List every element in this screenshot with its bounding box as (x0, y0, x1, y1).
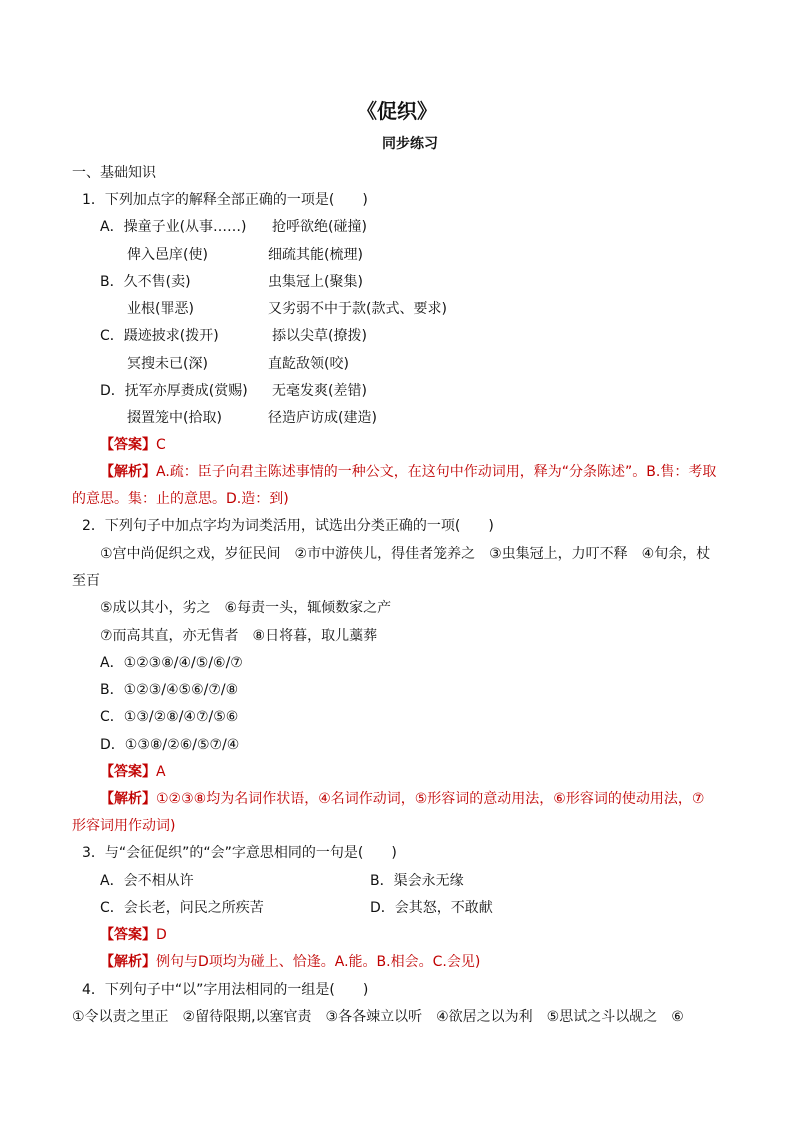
q2-sentences-1b: 至百 (72, 573, 100, 589)
q2-option-a: A．①②③⑧/④/⑤/⑥/⑦ (100, 655, 243, 671)
q1-stem: 1．下列加点字的解释全部正确的一项是( ) (82, 192, 368, 208)
q2-sentences-2: ⑤成以其小，劣之 ⑥每责一头，辄倾数家之产 (100, 600, 392, 616)
q3-option-a: A．会不相从许 (100, 873, 194, 889)
q1-option-d-2: 无毫发爽(差错) (272, 383, 367, 399)
q1-answer-value: C (156, 437, 166, 453)
q2-stem: 2．下列句子中加点字均为词类活用，试选出分类正确的一项( ) (82, 518, 494, 534)
q3-option-c: C．会长老，问民之所疾苦 (100, 900, 264, 916)
q2-analysis-text-1: ①②③⑧均为名词作状语，④名词作动词，⑤形容词的意动用法，⑥形容词的使动用法，⑦ (156, 791, 705, 807)
q3-option-d: D．会其怒，不敢献 (370, 900, 493, 916)
q2-analysis-line-1 (100, 789, 704, 809)
q1-option-d-4: 径造庐访成(建造) (268, 410, 377, 426)
analysis-label: 【解析】 (100, 464, 156, 480)
q2-answer-value: A (156, 764, 166, 780)
q1-option-a-4: 细疏其能(梳理) (268, 247, 363, 263)
q3-answer-value: D (156, 927, 167, 943)
q2-option-d: D．①③⑧/②⑥/⑤⑦/④ (100, 737, 240, 753)
q1-option-d-1: D．抚军亦厚赉成(赏赐) (100, 383, 248, 399)
q3-analysis-text: 例句与D项均为碰上、恰逢。A.能。B.相会。C.会见) (156, 954, 481, 970)
q1-option-a-2: 抢呼欲绝(碰撞) (272, 219, 367, 235)
q2-analysis-line-2: 形容词用作动词) (72, 818, 176, 834)
q3-option-b: B．渠会永无缘 (370, 873, 464, 889)
answer-label: 【答案】 (100, 927, 156, 943)
q1-option-c-1: C．蹑迹披求(拨开) (100, 328, 219, 344)
q4-stem: 4．下列句子中“以”字用法相同的一组是( ) (82, 982, 369, 998)
q1-answer (100, 435, 166, 455)
q2-sentences-3: ⑦而高其直，亦无售者 ⑧日将暮，取儿藁葬 (100, 628, 378, 644)
q1-analysis-line-2: 的意思。集：止的意思。D.造：到) (72, 491, 289, 507)
q1-option-a-3: 俾入邑庠(使) (127, 247, 208, 263)
section-heading: 一、基础知识 (72, 165, 156, 181)
q2-option-b: B．①②③/④⑤⑥/⑦/⑧ (100, 682, 239, 698)
q2-sentences-1: ①宫中尚促织之戏，岁征民间 ②市中游侠儿，得佳者笼养之 ③虫集冠上，力叮不释 ④旬余，杖 (100, 546, 711, 562)
q1-analysis-text-1: A.疏：臣子向君主陈述事情的一种公文，在这句中作动词用，释为“分条陈述”。B.售：考取 (156, 464, 717, 480)
page-title: 《促织》 (357, 99, 437, 123)
q1-option-d-3: 掇置笼中(拾取) (127, 410, 222, 426)
q1-analysis-line-1 (100, 462, 716, 482)
q2-answer (100, 762, 166, 782)
q1-option-b-3: 业根(罪恶) (127, 301, 194, 317)
q1-option-b-1: B．久不售(卖) (100, 274, 191, 290)
answer-label: 【答案】 (100, 437, 156, 453)
q2-option-c: C．①③/②⑧/④⑦/⑤⑥ (100, 709, 239, 725)
q3-answer (100, 925, 167, 945)
q1-option-b-2: 虫集冠上(聚集) (268, 274, 363, 290)
q3-analysis-line (100, 952, 480, 972)
q1-option-c-3: 冥搜未已(深) (127, 356, 208, 372)
q1-option-b-4: 又劣弱不中于款(款式、要求) (268, 301, 447, 317)
page-subtitle: 同步练习 (382, 136, 438, 152)
q3-stem: 3．与“会征促织”的“会”字意思相同的一句是( ) (82, 845, 397, 861)
analysis-label: 【解析】 (100, 791, 156, 807)
q4-sentences-1: ①令以责之里正 ②留待限期,以塞官责 ③各各竦立以听 ④欲居之以为利 ⑤思试之斗以觇之 ⑥ (72, 1009, 684, 1025)
q1-option-c-4: 直龁敌领(咬) (268, 356, 349, 372)
q1-option-a-1: A．操童子业(从事……) (100, 219, 247, 235)
answer-label: 【答案】 (100, 764, 156, 780)
q1-option-c-2: 掭以尖草(撩拨) (272, 328, 367, 344)
analysis-label: 【解析】 (100, 954, 156, 970)
